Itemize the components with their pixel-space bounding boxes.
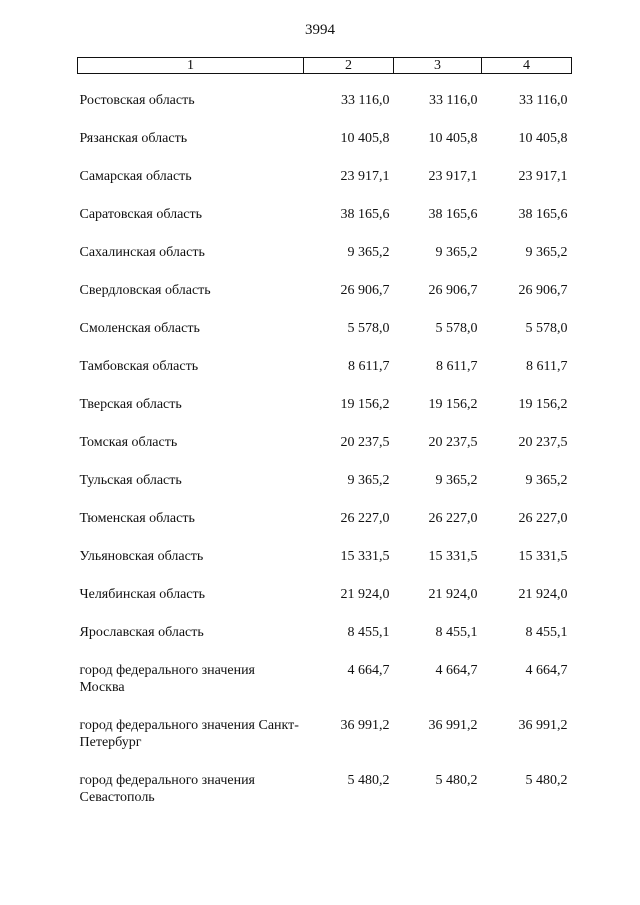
value-col-3: 5 578,0 <box>435 321 478 336</box>
region-name: Тульская область <box>79 473 182 488</box>
value-col-2: 19 156,2 <box>340 397 390 412</box>
value-col-4: 9 365,2 <box>525 245 568 260</box>
value-col-4: 26 227,0 <box>518 511 568 526</box>
value-col-2: 36 991,2 <box>340 718 390 733</box>
table-row <box>78 772 572 827</box>
column-header-2: 2 <box>304 58 394 74</box>
value-col-4: 21 924,0 <box>518 587 568 602</box>
region-name: Тамбовская область <box>79 359 199 374</box>
table-row <box>78 396 572 434</box>
value-col-3: 8 611,7 <box>436 359 478 374</box>
value-col-2: 5 578,0 <box>347 321 390 336</box>
region-name: Смоленская область <box>79 321 200 336</box>
value-col-3: 36 991,2 <box>428 718 478 733</box>
value-col-3: 9 365,2 <box>435 245 478 260</box>
table-row <box>78 74 572 131</box>
table-row <box>78 472 572 510</box>
value-col-3: 26 906,7 <box>428 283 478 298</box>
value-col-4: 9 365,2 <box>525 473 568 488</box>
region-name: Ярославская область <box>79 625 204 640</box>
table-row <box>78 586 572 624</box>
value-col-4: 15 331,5 <box>518 549 568 564</box>
value-col-2: 4 664,7 <box>347 663 390 678</box>
value-col-2: 9 365,2 <box>347 473 390 488</box>
value-col-4: 5 480,2 <box>525 773 568 788</box>
value-col-4: 38 165,6 <box>518 207 568 222</box>
value-col-3: 26 227,0 <box>428 511 478 526</box>
column-header-1: 1 <box>78 58 304 74</box>
region-name: Рязанская область <box>79 131 188 146</box>
value-col-2: 20 237,5 <box>340 435 390 450</box>
value-col-3: 9 365,2 <box>435 473 478 488</box>
value-col-3: 4 664,7 <box>435 663 478 678</box>
table-row <box>78 168 572 206</box>
value-col-2: 23 917,1 <box>340 169 390 184</box>
column-header-3: 3 <box>394 58 482 74</box>
value-col-3: 38 165,6 <box>428 207 478 222</box>
table-row <box>78 282 572 320</box>
table-row <box>78 717 572 772</box>
table-row <box>78 358 572 396</box>
value-col-4: 33 116,0 <box>519 93 568 108</box>
table-row <box>78 130 572 168</box>
page-number: 3994 <box>305 22 335 38</box>
region-name: Тверская область <box>79 397 182 412</box>
value-col-3: 21 924,0 <box>428 587 478 602</box>
table-row <box>78 320 572 358</box>
value-col-3: 33 116,0 <box>429 93 478 108</box>
value-col-4: 5 578,0 <box>525 321 568 336</box>
table-row <box>78 510 572 548</box>
value-col-2: 15 331,5 <box>340 549 390 564</box>
table-row <box>78 548 572 586</box>
value-col-4: 26 906,7 <box>518 283 568 298</box>
allocation-table <box>77 57 572 827</box>
value-col-2: 26 906,7 <box>340 283 390 298</box>
value-col-4: 36 991,2 <box>518 718 568 733</box>
value-col-2: 26 227,0 <box>340 511 390 526</box>
value-col-2: 9 365,2 <box>347 245 390 260</box>
region-name: Сахалинская область <box>79 245 205 260</box>
value-col-2: 8 611,7 <box>348 359 390 374</box>
table-row <box>78 434 572 472</box>
value-col-4: 8 455,1 <box>525 625 568 640</box>
value-col-3: 5 480,2 <box>435 773 478 788</box>
region-name: Томская область <box>79 435 178 450</box>
value-col-4: 8 611,7 <box>526 359 568 374</box>
value-col-3: 19 156,2 <box>428 397 478 412</box>
region-name: город федерального значения Санкт-Петербург <box>79 718 299 750</box>
table-row <box>78 244 572 282</box>
value-col-2: 10 405,8 <box>340 131 390 146</box>
value-col-4: 4 664,7 <box>525 663 568 678</box>
region-name: Саратовская область <box>79 207 203 222</box>
region-name: город федерального значения Москва <box>79 663 255 695</box>
value-col-3: 15 331,5 <box>428 549 478 564</box>
table-row <box>78 662 572 717</box>
value-col-2: 33 116,0 <box>341 93 390 108</box>
value-col-4: 23 917,1 <box>518 169 568 184</box>
region-name: Челябинская область <box>79 587 205 602</box>
region-name: Свердловская область <box>79 283 211 298</box>
region-name: Ульяновская область <box>79 549 204 564</box>
value-col-3: 10 405,8 <box>428 131 478 146</box>
table-row <box>78 206 572 244</box>
value-col-4: 10 405,8 <box>518 131 568 146</box>
region-name: Самарская область <box>79 169 192 184</box>
table-header-row <box>78 58 572 74</box>
table-row <box>78 624 572 662</box>
region-name: Ростовская область <box>79 93 195 108</box>
region-name: Тюменская область <box>79 511 195 526</box>
value-col-3: 8 455,1 <box>435 625 478 640</box>
value-col-3: 20 237,5 <box>428 435 478 450</box>
value-col-2: 8 455,1 <box>347 625 390 640</box>
value-col-4: 20 237,5 <box>518 435 568 450</box>
value-col-2: 5 480,2 <box>347 773 390 788</box>
value-col-3: 23 917,1 <box>428 169 478 184</box>
value-col-2: 21 924,0 <box>340 587 390 602</box>
region-name: город федерального значения Севастополь <box>79 773 255 805</box>
value-col-2: 38 165,6 <box>340 207 390 222</box>
value-col-4: 19 156,2 <box>518 397 568 412</box>
column-header-4: 4 <box>482 58 572 74</box>
